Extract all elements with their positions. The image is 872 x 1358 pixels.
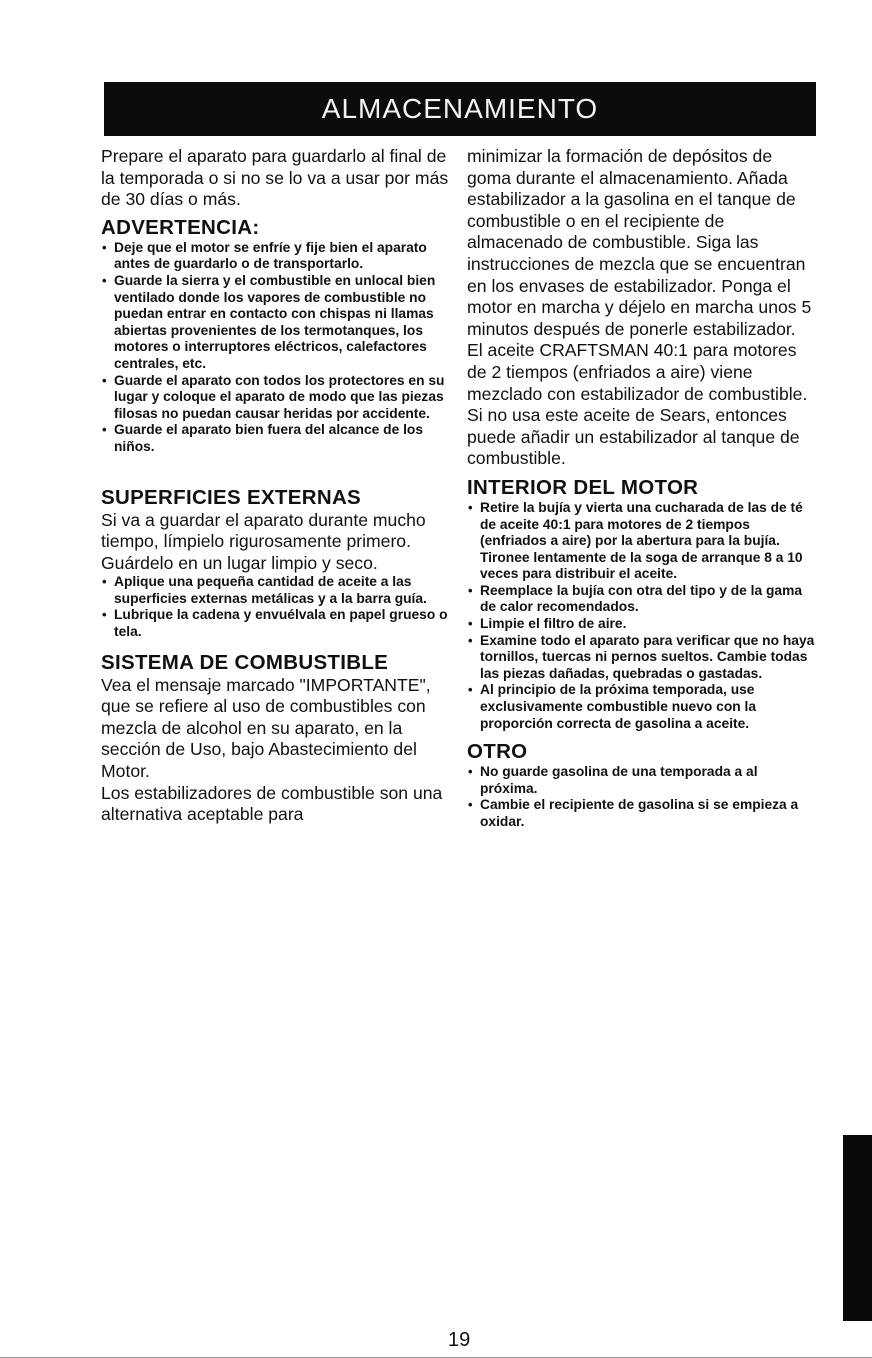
combustible-paragraph: Vea el mensaje marcado "IMPORTANTE", que se refiere al uso de combustibles con mezcla de alcohol en su aparato, en la sección de Uso, bajo Abastecimiento del Motor. bbox=[101, 674, 431, 782]
list-item: • Examine todo el aparato para verificar que no haya tornillos, tuercas ni pernos sueltos. Cambie todas las piezas dañadas, quebradas o gastadas. bbox=[468, 632, 815, 681]
bullet-icon: • bbox=[468, 499, 473, 515]
bullet-icon: • bbox=[102, 422, 107, 438]
list-item: • Retire la bujía y vierta una cucharada de las de té de aceite 40:1 para motores de 2 tiempos (enfriados a aire) por la abertura para la bujía. Tironee lentamente de la soga de arranque 8 a 10 veces para distribuir el aceite. bbox=[468, 499, 803, 582]
interior-list bbox=[467, 500, 817, 732]
page-title: ALMACENAMIENTO bbox=[321, 93, 599, 124]
thumb-index-tab bbox=[843, 1135, 872, 1321]
bullet-icon: • bbox=[468, 632, 473, 648]
list-item: • Lubrique la cadena y envuélvala en papel grueso o tela. bbox=[102, 607, 448, 640]
superficies-paragraph: Si va a guardar el aparato durante mucho tiempo, límpielo rigurosamente primero. Guárdelo en un lugar limpio y seco. bbox=[101, 509, 426, 573]
otro-heading: OTRO bbox=[467, 740, 528, 764]
advertencia-list bbox=[101, 240, 461, 456]
bullet-icon: • bbox=[468, 616, 473, 632]
craftsman-paragraph: El aceite CRAFTSMAN 40:1 para motores de 2 tiempos (enfriados a aire) viene mezclado con estabilizador de combustible. Si no usa este aceite de Sears, entonces puede añadir un estabilizador al tanque de combustible. bbox=[467, 340, 808, 469]
list-item: • Cambie el recipiente de gasolina si se empieza a oxidar. bbox=[468, 797, 799, 829]
estabilizadores-paragraph: Los estabilizadores de combustible son una alternativa aceptable para bbox=[101, 782, 443, 825]
bullet-icon: • bbox=[468, 582, 473, 598]
continued-paragraph: minimizar la formación de depósitos de goma durante el almacenamiento. Añada estabilizador a la gasolina en el tanque de combustible o en el recipiente de almacenado de combustible. Siga las instrucciones de mezcla que se encuentran en los envases de estabilizador. Ponga el motor en marcha y déjelo en marcha unos 5 minutos después de ponerle estabilizador. bbox=[467, 146, 812, 339]
bullet-icon: • bbox=[468, 797, 473, 813]
advertencia-heading: ADVERTENCIA: bbox=[101, 215, 260, 239]
list-item: • Deje que el motor se enfríe y fije bien el aparato antes de guardarlo o de transportarlo. bbox=[102, 239, 427, 272]
list-item: • Guarde el aparato con todos los protectores en su lugar y coloque el aparato de modo que las piezas filosas no puedan causar heridas por accidente. bbox=[102, 372, 445, 421]
bullet-icon: • bbox=[102, 574, 107, 590]
superficies-list bbox=[101, 574, 461, 640]
list-item: • Guarde el aparato bien fuera del alcance de los niños. bbox=[102, 422, 424, 454]
intro-paragraph: Prepare el aparato para guardarlo al final de la temporada o si no se lo va a usar por más de 30 días o más. bbox=[101, 146, 449, 210]
list-item: • No guarde gasolina de una temporada a al próxima. bbox=[468, 764, 758, 796]
combustible-heading: SISTEMA DE COMBUSTIBLE bbox=[101, 650, 389, 674]
bullet-icon: • bbox=[102, 607, 107, 623]
list-item: • Guarde la sierra y el combustible en unlocal bien ventilado donde los vapores de combustible no puedan entrar en contacto con chispas ni llamas abiertas provenientes de los termotanques, los motores o interruptores eléctricos, calefactores centrales, etc. bbox=[102, 272, 436, 371]
otro-list bbox=[467, 764, 817, 830]
bullet-icon: • bbox=[102, 272, 107, 288]
list-item: • Reemplace la bujía con otra del tipo y de la gama de calor recomendados. bbox=[468, 582, 803, 615]
list-item: • Al principio de la próxima temporada, use exclusivamente combustible nuevo con la proporción correcta de gasolina a aceite. bbox=[468, 682, 757, 731]
list-item: • Aplique una pequeña cantidad de aceite a las superficies externas metálicas y a la barra guía. bbox=[102, 574, 427, 606]
bullet-icon: • bbox=[468, 764, 473, 780]
bullet-icon: • bbox=[102, 372, 107, 388]
bullet-icon: • bbox=[102, 239, 107, 255]
page-number: 19 bbox=[448, 1329, 471, 1351]
right-column bbox=[467, 146, 817, 831]
list-item: • Limpie el filtro de aire. bbox=[468, 616, 627, 632]
section-banner bbox=[104, 82, 816, 136]
interior-heading: INTERIOR DEL MOTOR bbox=[467, 475, 699, 499]
bullet-icon: • bbox=[468, 682, 473, 698]
left-column bbox=[101, 146, 461, 826]
superficies-heading: SUPERFICIES EXTERNAS bbox=[101, 485, 362, 509]
